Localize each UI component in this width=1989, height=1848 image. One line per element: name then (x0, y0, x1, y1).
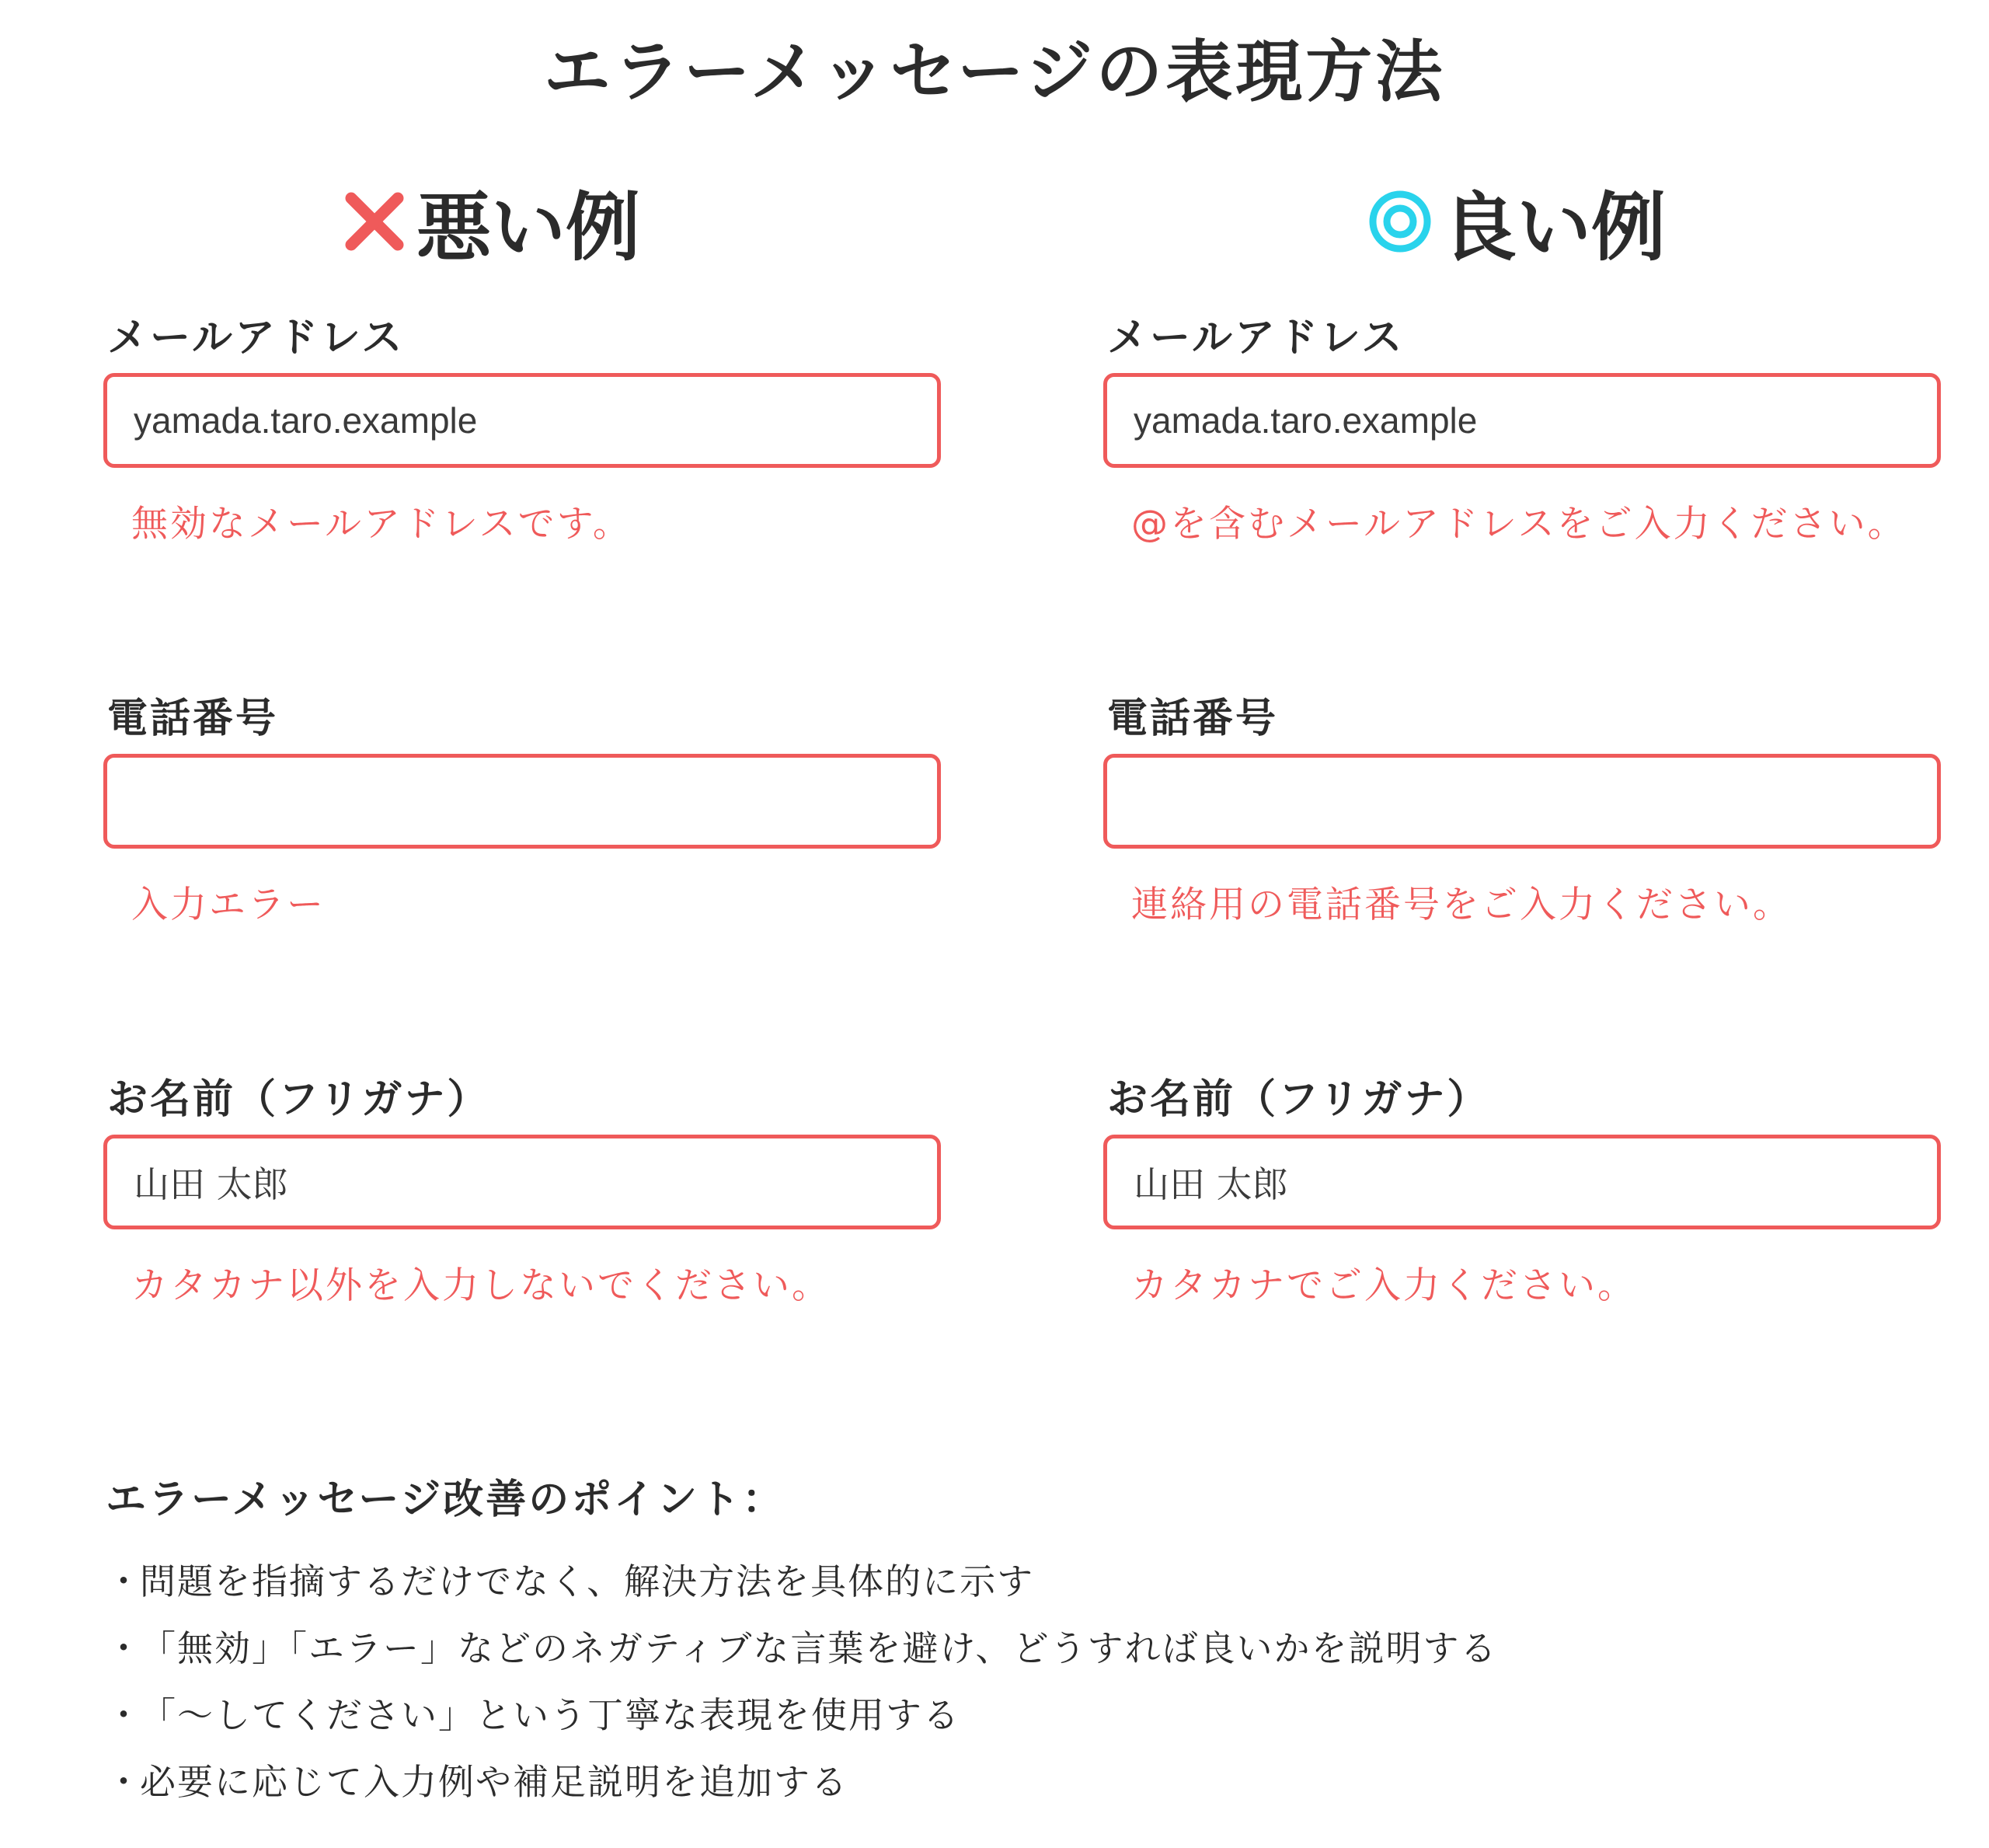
bad-name-error: カタカナ以外を入力しないでください。 (131, 1264, 831, 1307)
double-circle-icon (1367, 189, 1433, 254)
good-email-error: @を含むメールアドレスをご入力ください。 (1131, 503, 1907, 546)
bad-name-label: お名前（フリガナ） (107, 1076, 490, 1123)
cross-icon (342, 189, 407, 254)
improvement-points-list (106, 1548, 1893, 1815)
good-name-error: カタカナでご入力ください。 (1131, 1264, 1636, 1307)
list-item-text: 「無効」「エラー」などのネガティブな言葉を避け、どうすれば良いかを説明する (140, 1627, 1498, 1669)
bad-phone-input[interactable] (103, 754, 941, 849)
list-item (106, 1548, 1893, 1615)
good-example-heading-text: 良い例 (1442, 183, 1666, 271)
good-name-input[interactable] (1103, 1135, 1941, 1229)
list-item (106, 1682, 1893, 1749)
bad-example-column (103, 0, 950, 1399)
improvement-points (106, 1469, 1893, 1815)
good-phone-label: 電話番号 (1107, 696, 1279, 742)
good-example-column (1103, 0, 1950, 1399)
good-email-input[interactable] (1103, 373, 1941, 468)
bullet-dot: ・ (106, 1694, 143, 1736)
list-item-text: 「〜してください」という丁寧な表現を使用する (140, 1694, 960, 1736)
good-name-label: お名前（フリガナ） (1107, 1076, 1490, 1123)
improvement-points-title: エラーメッセージ改善のポイント： (106, 1477, 785, 1523)
bad-phone-error: 入力エラー (131, 884, 326, 926)
bullet-dot: ・ (106, 1627, 143, 1669)
list-item (106, 1749, 1893, 1815)
good-email-label: メールアドレス (1107, 315, 1405, 361)
bullet-dot: ・ (106, 1560, 143, 1602)
list-item-text: 必要に応じて入力例や補足説明を追加する (140, 1761, 848, 1803)
good-phone-input[interactable] (1103, 754, 1941, 849)
bad-example-heading (342, 171, 640, 272)
good-phone-error: 連絡用の電話番号をご入力ください。 (1131, 884, 1792, 926)
bad-phone-label: 電話番号 (107, 696, 279, 742)
bad-email-label: メールアドレス (107, 315, 405, 361)
bad-email-error: 無効なメールアドレスです。 (131, 503, 632, 546)
good-example-heading (1367, 171, 1666, 272)
list-item-text: 問題を指摘するだけでなく、解決方法を具体的に示す (140, 1560, 1035, 1602)
bullet-dot: ・ (106, 1761, 143, 1803)
bad-email-input[interactable] (103, 373, 941, 468)
bad-name-input[interactable] (103, 1135, 941, 1229)
bad-example-heading-text: 悪い例 (416, 183, 640, 271)
page-title: エラーメッセージの表現方法 (543, 33, 1446, 111)
list-item (106, 1615, 1893, 1682)
